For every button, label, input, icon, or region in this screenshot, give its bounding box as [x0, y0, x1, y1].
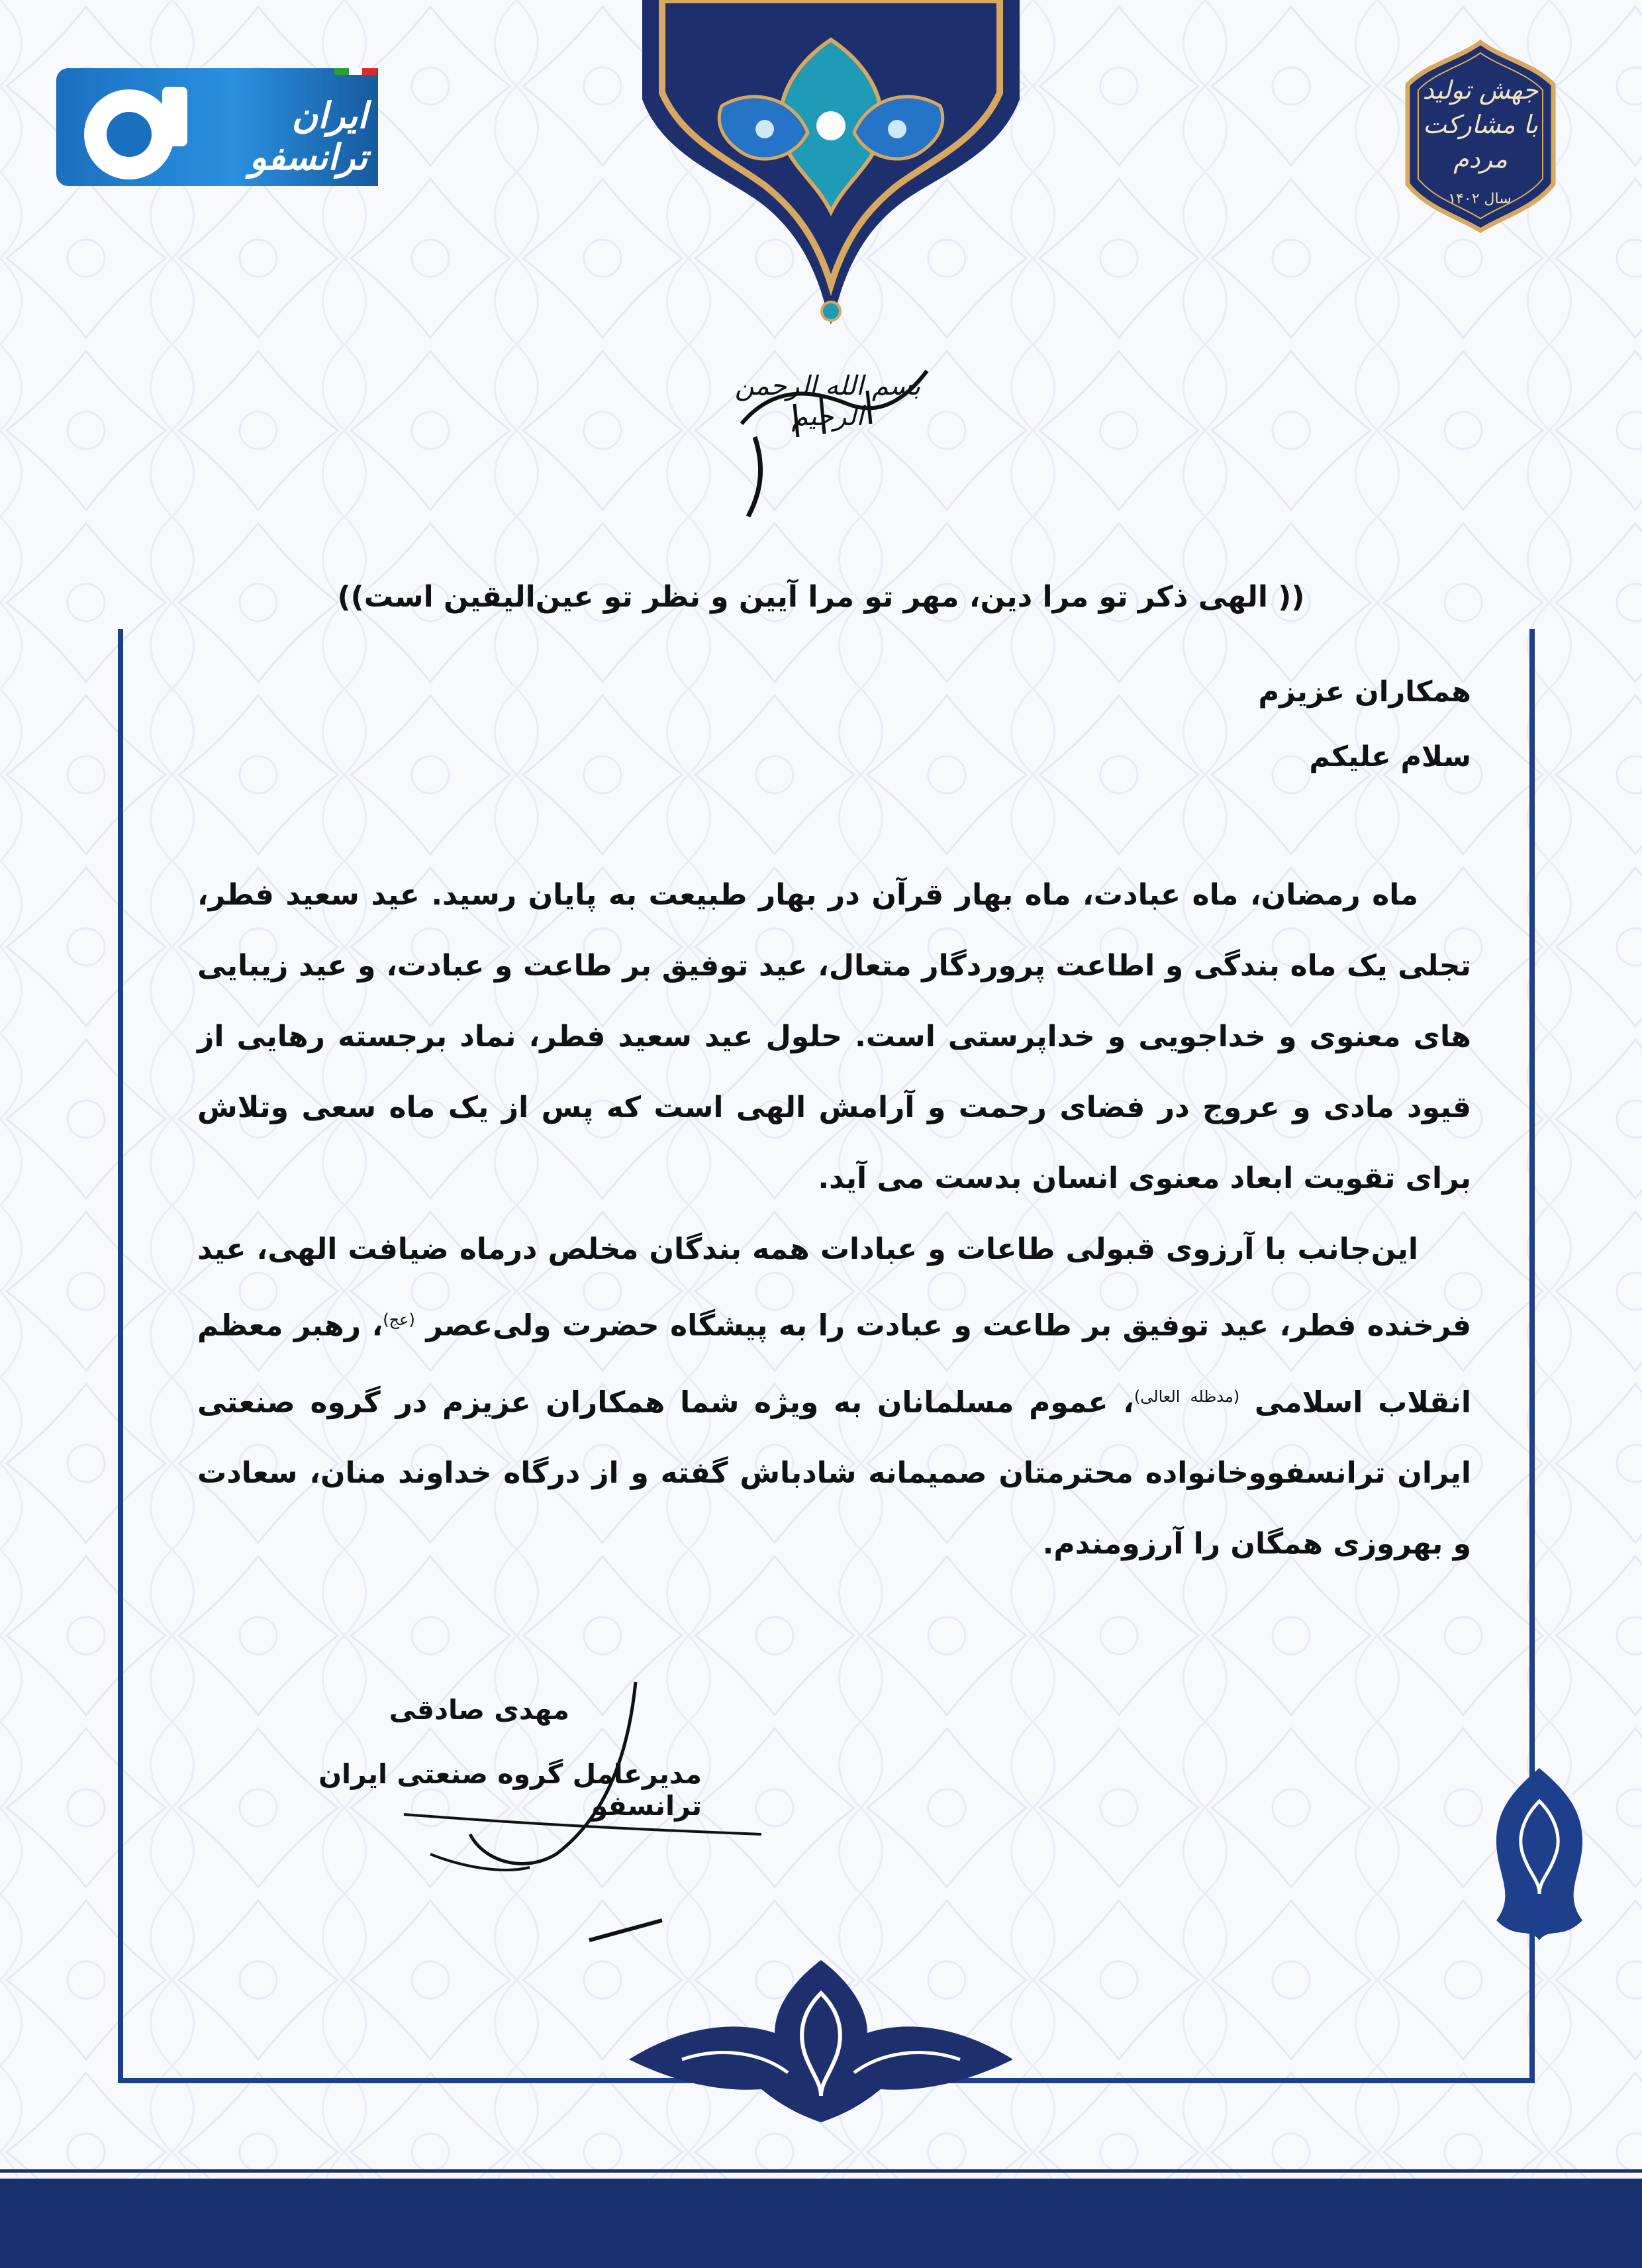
signer-name: مهدی صادقی	[389, 1694, 569, 1726]
opening-quote: (( الهی ذکر تو مرا دین، مهر تو مرا آیین و نظر تو عین‌الیقین است))	[337, 580, 1305, 614]
body-paragraph-2-part-3: ، عموم مسلمانان به ویژه شما همکاران عزیزم در گروه صنعتی ایران ترانسفووخانواده محترمتان صمیمانه شادباش گفته و از درگاه خداوند منان، سعادت و بهروزی همگان را آرزومندم.	[197, 1385, 1471, 1561]
greeting-salutation: سلام علیکم	[1309, 740, 1471, 773]
slogan-seal-text	[1420, 73, 1541, 176]
company-logo-mark-icon	[56, 68, 222, 186]
body-paragraph-2	[197, 1214, 1471, 1579]
company-logo	[56, 68, 378, 186]
flag-icon	[334, 68, 377, 75]
signer-title: مدیرعامل گروه صنعتی ایران ترانسفو	[318, 1758, 702, 1822]
footer-line	[0, 2169, 1642, 2173]
honorific-modazzalah: (مدظله العالی)	[1134, 1387, 1240, 1406]
company-logo-text: ایران ترانسفو	[249, 95, 367, 178]
greeting-colleagues: همکاران عزیزم	[1258, 675, 1471, 709]
top-arabesque-ornament-icon	[642, 0, 1020, 331]
slogan-line-1: جهش تولید	[1422, 75, 1539, 105]
body-paragraph-2-part-2: ، رهبر معظم انقلاب اسلامی	[197, 1308, 1471, 1420]
bottom-arabesque-ornament-icon	[616, 1953, 1026, 2126]
body-paragraph-2-part-1: این‌جانب با آرزوی قبولی طاعات و عبادات همه بندگان مخلص درماه ضیافت الهی، عید فرخنده فطر، عید توفیق بر طاعت و عبادت را به پیشگاه حضرت ولی‌عصر	[197, 1232, 1472, 1343]
letter-body	[197, 860, 1471, 1579]
body-paragraph-1: ماه رمضان، ماه عبادت، ماه بهار قرآن در بهار طبیعت به پایان رسید. عید سعید فطر، تجلی یک ماه بندگی و اطاعت پروردگار متعال، عید توفیق بر طاعت و عبادت، و عید زیبایی های معنوی و خداجویی و خداپرستی است. حلول عید سعید فطر، نماد برجسته رهایی از قیود مادی و عروج در فضای رحمت و آرامش الهی است که پس از یک ماه سعی وتلاش برای تقویت ابعاد معنوی انسان بدست می آید.	[197, 878, 1471, 1195]
slogan-seal-year: سال ۱۴۰۲	[1448, 191, 1512, 207]
slogan-line-2: با مشارکت مردم	[1423, 110, 1538, 173]
bismillah-text: بسم الله الرحمن الرحیم	[734, 371, 921, 432]
footer-band	[0, 2179, 1642, 2268]
side-arabesque-ornament-icon	[1483, 1761, 1596, 1947]
honorific-ajj: (عج)	[383, 1310, 415, 1329]
